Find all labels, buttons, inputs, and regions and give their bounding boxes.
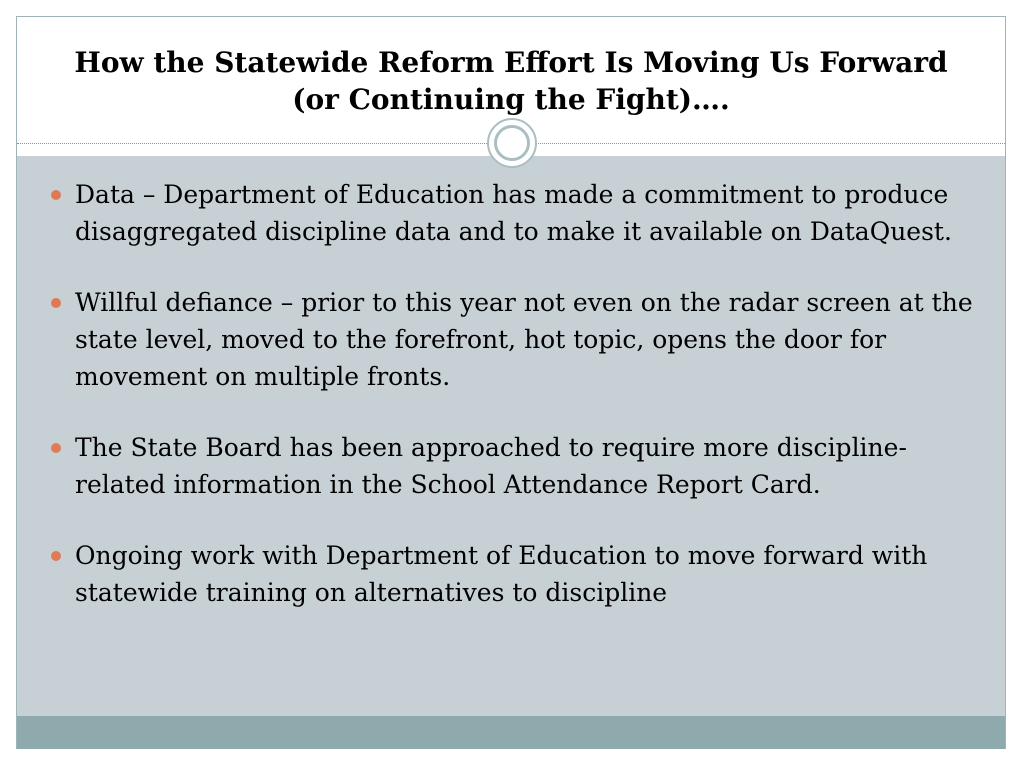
bullet-dot-icon xyxy=(51,551,61,561)
bullet-item-willful-defiance xyxy=(17,284,1005,395)
bullet-text: Data – Department of Education has made a commitment to produce disaggregated discipline data and to make it available on DataQuest. xyxy=(75,180,952,246)
slide-title: How the Statewide Reform Effort Is Moving Us Forward (or Continuing the Fight)…. xyxy=(74,46,948,116)
bullet-text: Willful defiance – prior to this year not even on the radar screen at the state level, moved to the forefront, hot topic, opens the door for movement on multiple fronts. xyxy=(75,288,973,391)
bullet-list xyxy=(17,176,1005,645)
bullet-item-ongoing-work xyxy=(17,537,1005,611)
ring-ornament-icon xyxy=(487,118,537,168)
bullet-text: Ongoing work with Department of Education to move forward with statewide training on alternatives to discipline xyxy=(75,541,928,607)
inner-ring-icon xyxy=(494,125,530,161)
bullet-dot-icon xyxy=(51,298,61,308)
bullet-item-state-board xyxy=(17,429,1005,503)
footer-bar xyxy=(17,716,1005,749)
content-area xyxy=(17,156,1005,716)
bullet-text: The State Board has been approached to require more discipline-related information in the School Attendance Report Card. xyxy=(75,433,907,499)
slide xyxy=(16,16,1006,749)
bullet-dot-icon xyxy=(51,190,61,200)
bullet-item-data xyxy=(17,176,1005,250)
bullet-dot-icon xyxy=(51,443,61,453)
